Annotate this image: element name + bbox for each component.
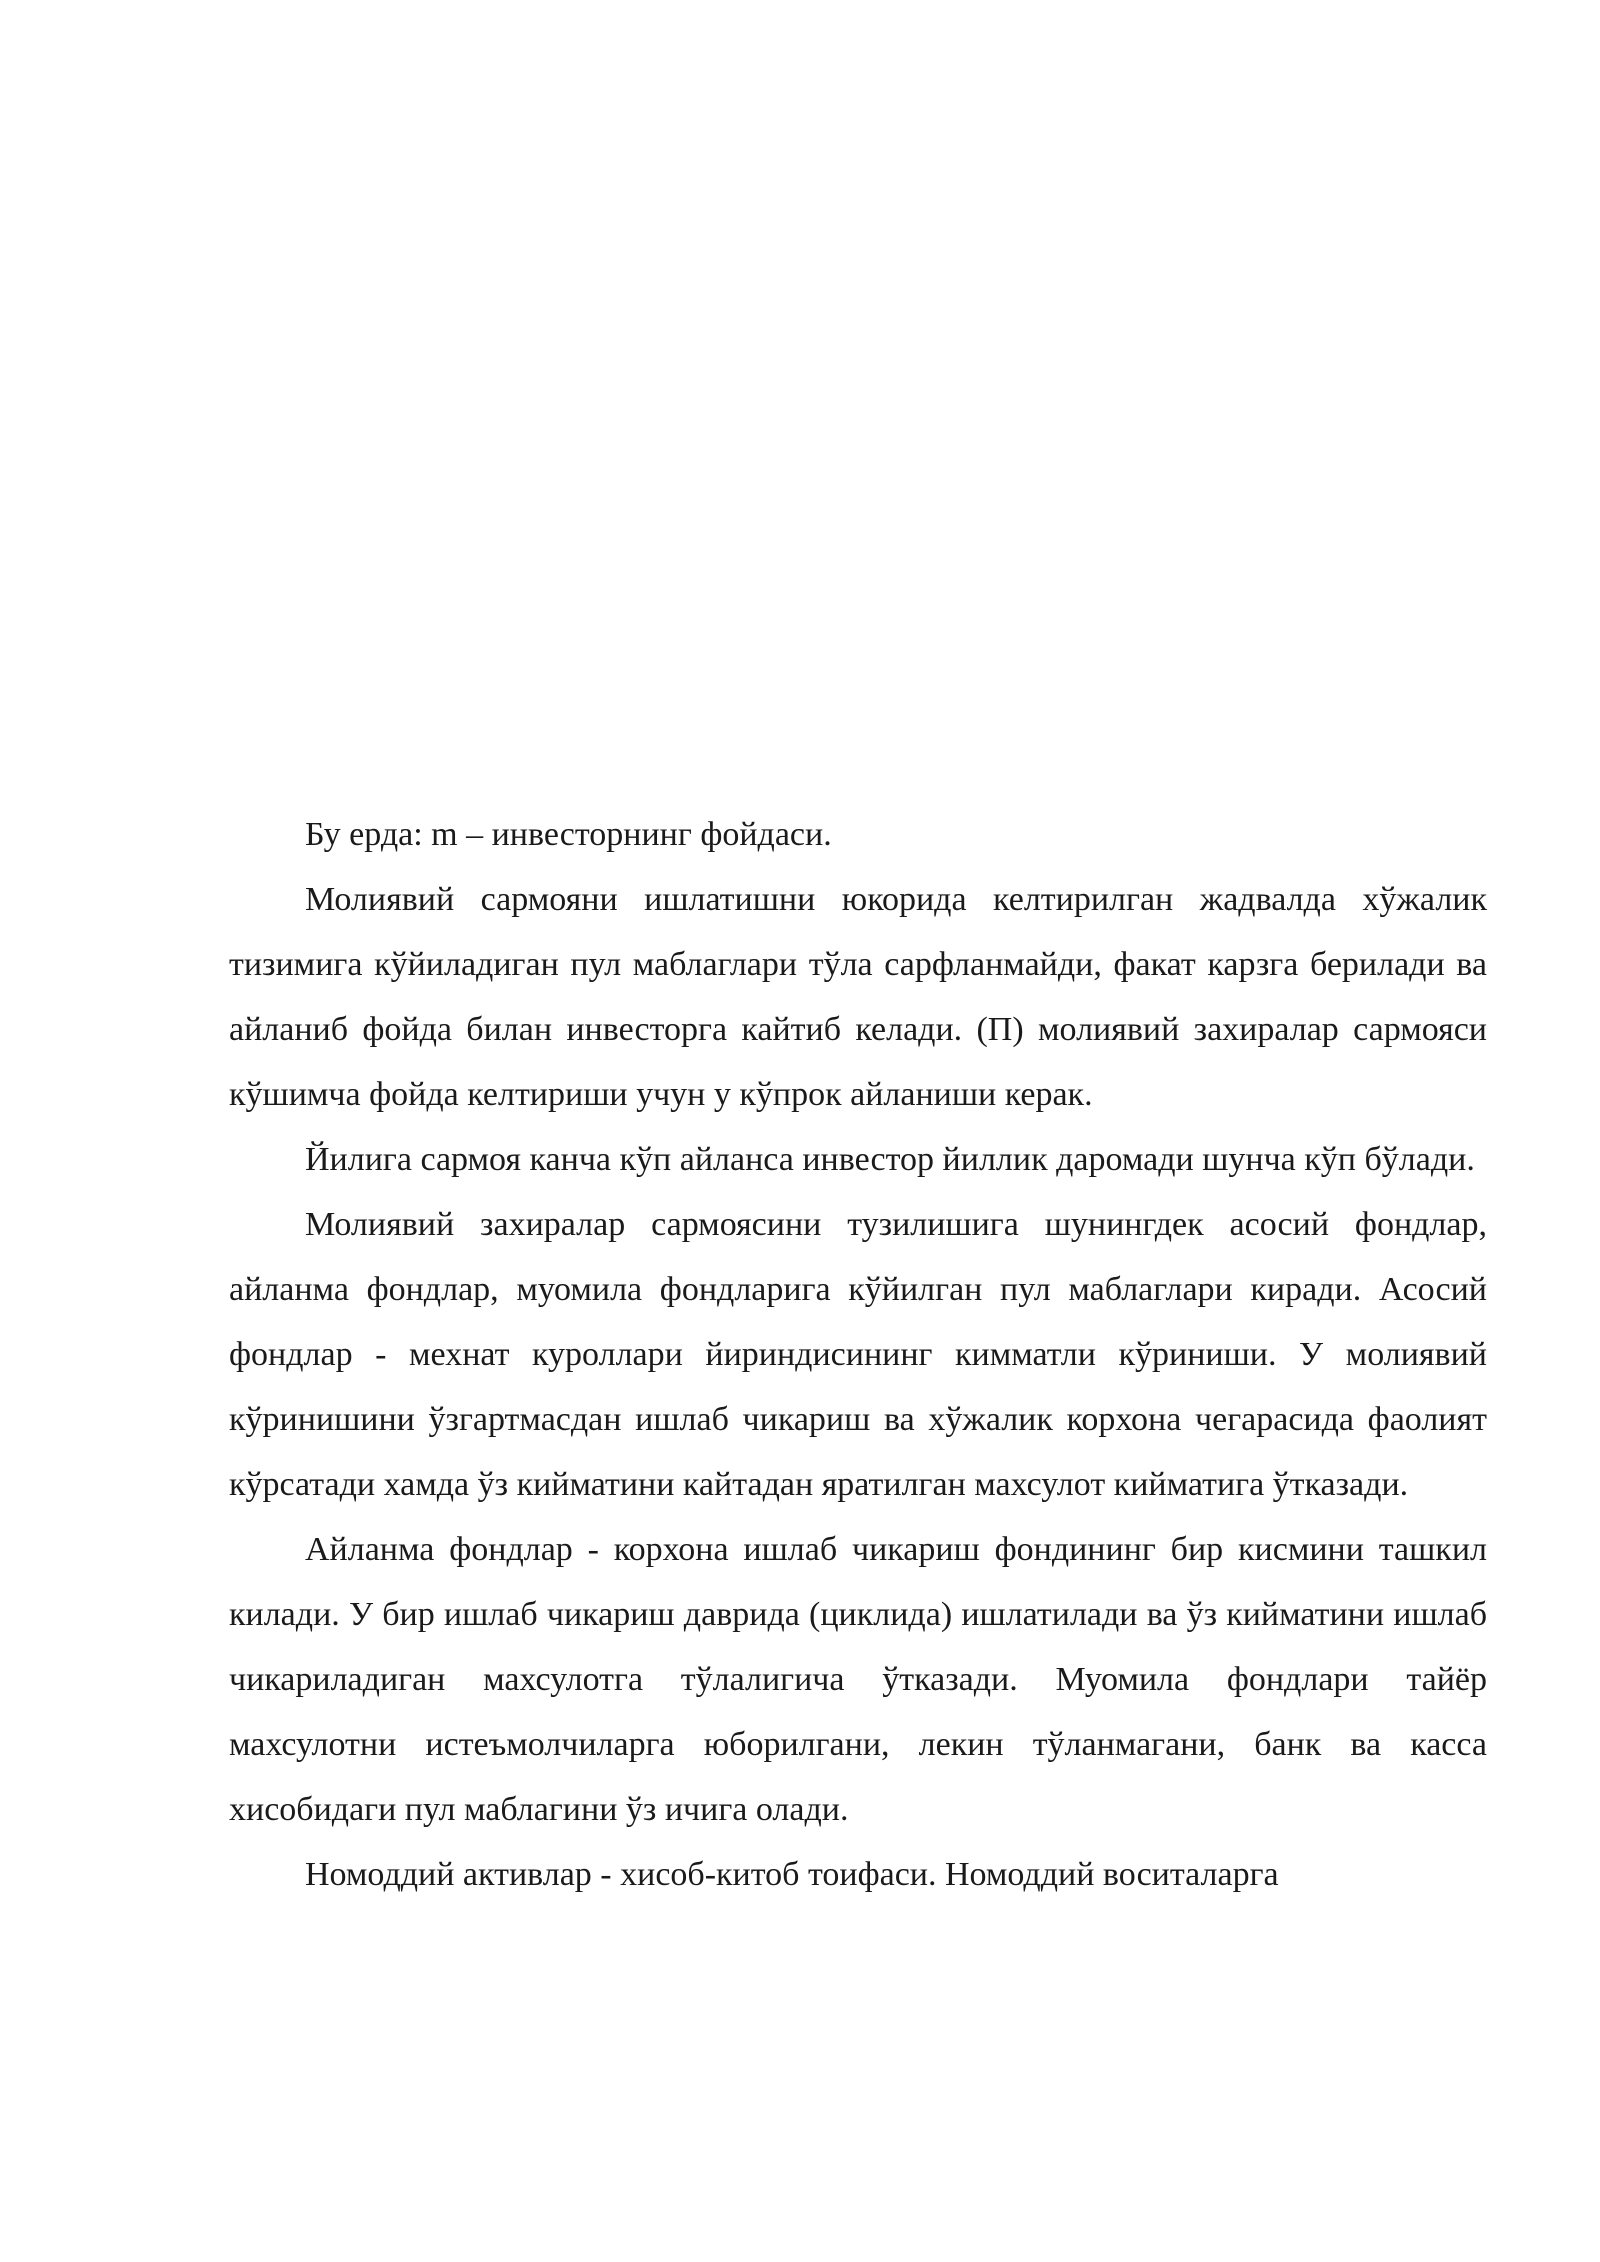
document-body xyxy=(229,802,1487,1907)
paragraph-investor-profit: Бу ерда: m – инвесторнинг фойдаси. xyxy=(305,816,832,853)
paragraph-working-funds: Айланма фондлар - корхона ишлаб чикариш фондининг бир кисмини ташкил килади. У бир ишлаб чикариш даврида (циклида) ишлатилади ва ўз кийматини ишлаб чикариладиган махсулотга тўлалигича ўтказади. Муомила фондлари тайёр махсулотни истеъмолчиларга юборилгани, лекин тўланмагани, банк ва касса хисобидаги пул маблагини ўз ичига олади. xyxy=(229,1531,1487,1828)
paragraph-annual-turnover: Йилига сармоя канча кўп айланса инвестор йиллик даромади шунча кўп бўлади. xyxy=(305,1141,1475,1178)
paragraph-financial-capital-usage: Молиявий сармояни ишлатишни юкорида келтирилган жадвалда хўжалик тизимига кўйиладиган пул маблаглари тўла сарфланмайди, факат карзга берилади ва айланиб фойда билан инвесторга кайтиб келади. (П) молиявий захиралар сармояси кўшимча фойда келтириши учун у кўпрок айланиши керак. xyxy=(229,881,1487,1113)
paragraph-capital-structure: Молиявий захиралар сармоясини тузилишига шунингдек асосий фондлар, айланма фондлар, муомила фондларига кўйилган пул маблаглари киради. Асосий фондлар - мехнат куроллари йириндисининг кимматли кўриниши. У молиявий кўринишини ўзгартмасдан ишлаб чикариш ва хўжалик корхона чегарасида фаолият кўрсатади хамда ўз кийматини кайтадан яратилган махсулот кийматига ўтказади. xyxy=(229,1206,1487,1503)
paragraph-intangible-assets: Номоддий активлар - хисоб-китоб тоифаси. Номоддий воситаларга xyxy=(305,1856,1279,1893)
